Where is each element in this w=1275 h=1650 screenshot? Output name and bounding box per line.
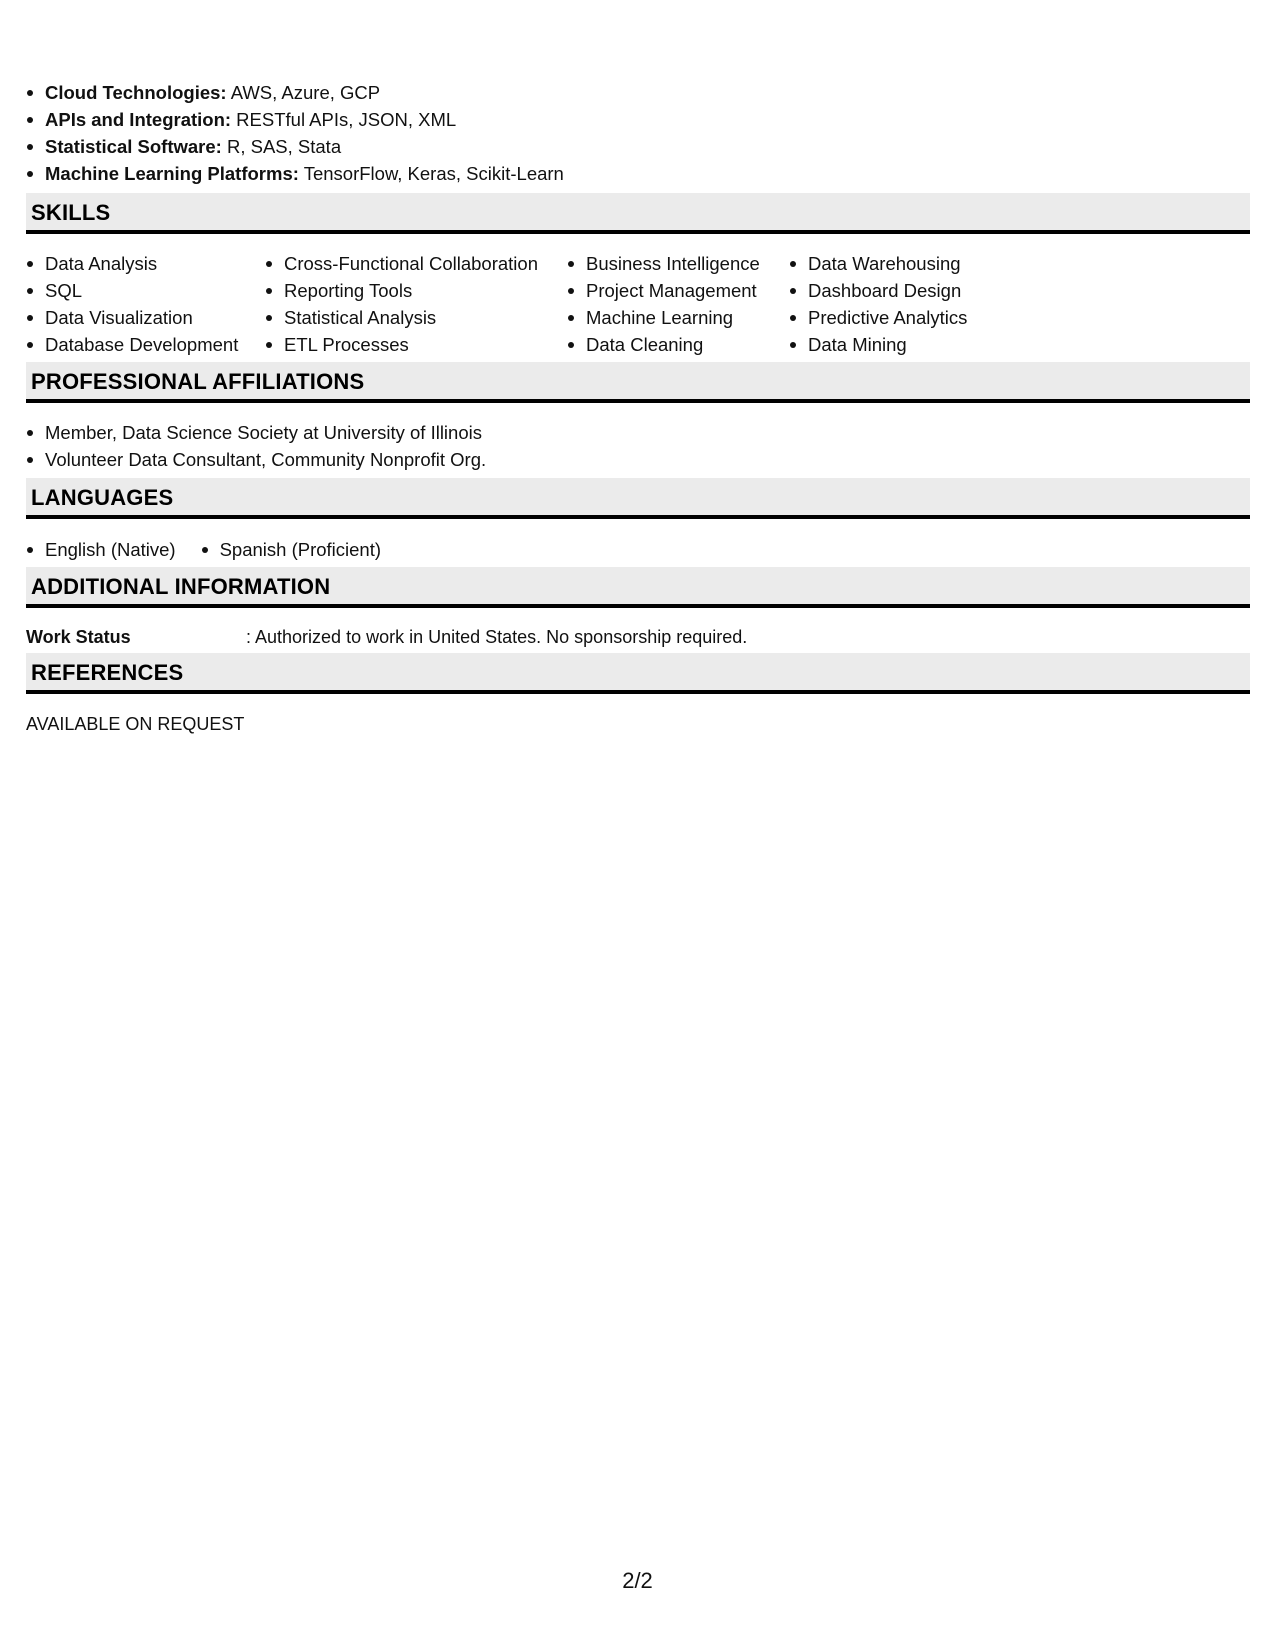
item-value: R, SAS, Stata (221, 136, 342, 157)
list-item: English (Native) (26, 536, 176, 563)
list-item (26, 133, 564, 160)
item-label: Cloud Technologies: (45, 82, 227, 103)
work-status-row (26, 624, 747, 650)
list-item: Data Mining (789, 331, 1019, 358)
list-item: Database Development (26, 331, 265, 358)
item-value: RESTful APIs, JSON, XML (231, 109, 457, 130)
list-item: Dashboard Design (789, 277, 1019, 304)
work-status-value: : Authorized to work in United States. No sponsorship required. (246, 627, 748, 647)
item-label: Machine Learning Platforms: (45, 163, 299, 184)
list-item: Predictive Analytics (789, 304, 1019, 331)
section-title: LANGUAGES (31, 485, 174, 510)
languages-list (26, 536, 406, 563)
skills-column (789, 250, 1019, 358)
list-item (26, 106, 564, 133)
list-item: Reporting Tools (265, 277, 567, 304)
references-section-header (26, 653, 1250, 694)
skills-column (265, 250, 567, 358)
list-item: Data Warehousing (789, 250, 1019, 277)
section-title: SKILLS (31, 200, 111, 225)
additional-info-section-header (26, 567, 1250, 608)
list-item: Business Intelligence (567, 250, 789, 277)
affiliations-list (26, 419, 486, 473)
list-item: Machine Learning (567, 304, 789, 331)
skills-column (567, 250, 789, 358)
list-item: Data Cleaning (567, 331, 789, 358)
item-label: Statistical Software: (45, 136, 222, 157)
skills-column (26, 250, 265, 358)
item-value: TensorFlow, Keras, Scikit-Learn (298, 163, 564, 184)
page-number: 2/2 (622, 1568, 653, 1593)
skills-grid (26, 250, 1019, 358)
list-item: Cross-Functional Collaboration (265, 250, 567, 277)
technical-skills-list (26, 79, 564, 187)
list-item (26, 160, 564, 187)
work-status-label: Work Status (26, 627, 131, 647)
list-item: Spanish (Proficient) (201, 536, 381, 563)
section-title: REFERENCES (31, 660, 184, 685)
skills-section-header (26, 193, 1250, 234)
list-item: Data Visualization (26, 304, 265, 331)
list-item: Statistical Analysis (265, 304, 567, 331)
item-label: APIs and Integration: (45, 109, 232, 130)
affiliations-section-header (26, 362, 1250, 403)
section-title: ADDITIONAL INFORMATION (31, 574, 331, 599)
item-value: AWS, Azure, GCP (226, 82, 381, 103)
languages-section-header (26, 478, 1250, 519)
list-item: ETL Processes (265, 331, 567, 358)
list-item (26, 79, 564, 106)
references-text: AVAILABLE ON REQUEST (26, 714, 245, 734)
section-title: PROFESSIONAL AFFILIATIONS (31, 369, 365, 394)
list-item: Data Analysis (26, 250, 265, 277)
list-item: Project Management (567, 277, 789, 304)
list-item: Volunteer Data Consultant, Community Nonprofit Org. (26, 446, 486, 473)
list-item: Member, Data Science Society at University of Illinois (26, 419, 486, 446)
list-item: SQL (26, 277, 265, 304)
